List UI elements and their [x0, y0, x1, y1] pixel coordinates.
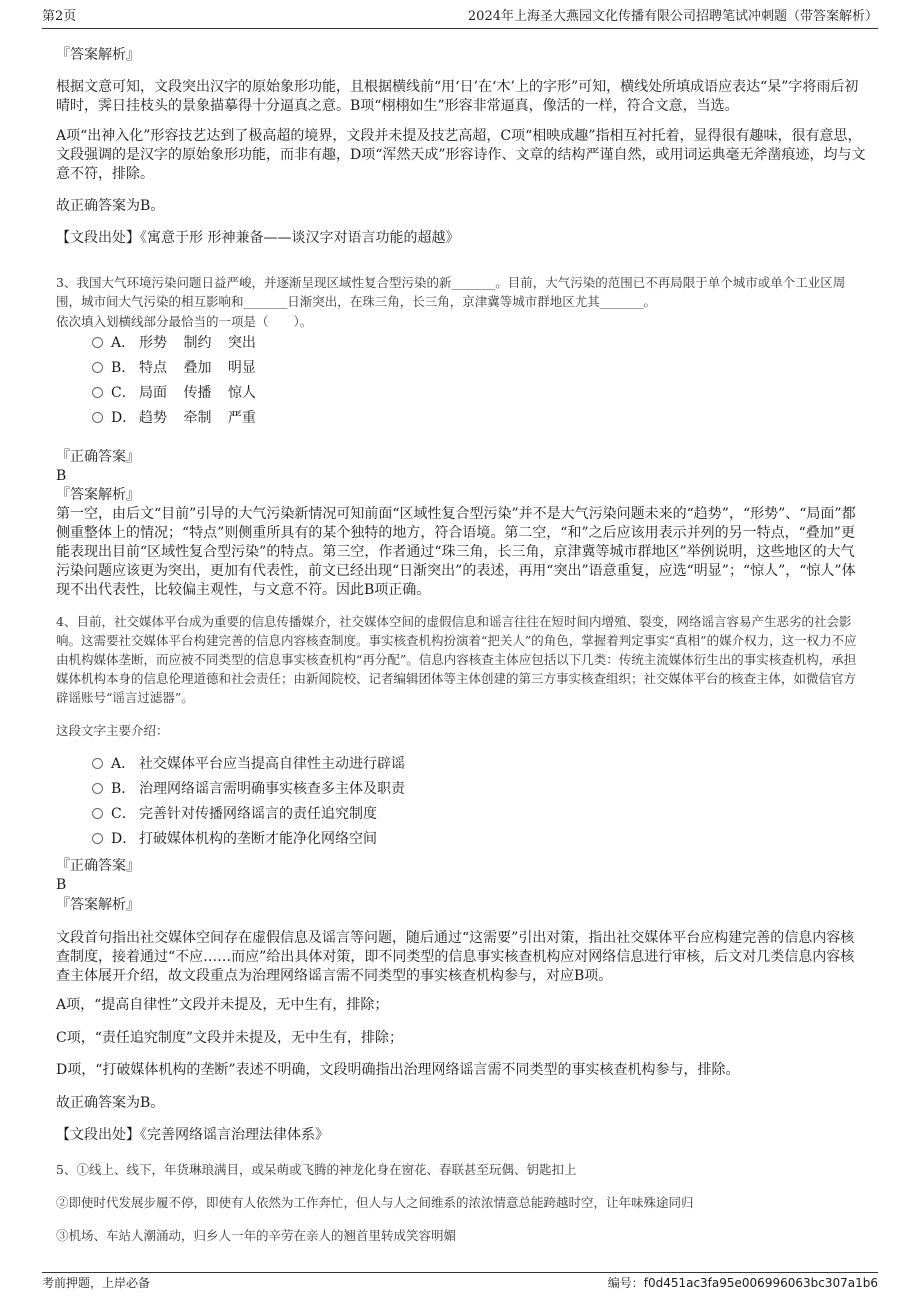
q4-stem: 4、目前，社交媒体平台成为重要的信息传播媒介，社交媒体空间的虚假信息和谣言往往在短时间内增殖、裂变，网络谣言容易产生恶劣的社会影响。这需要社交媒体平台构建完善的信息内容核查制度。事实核查机构扮演着“把关人”的角色，掌握着判定事实“真相”的媒介权力，这一权力不应由机构媒体垄断，而应被不同类型的信息事实核查机构“再分配”。信息内容核查主体应包括以下几类：传统主流媒体衍生出的事实核查机构，承担媒体机构本身的信息伦理道德和社会责任；由新闻院校、记者编辑团体等主体创建的第三方事实核查组织；社交媒体平台的核查主体，如微信官方辟谣账号“谣言过滤器”。 — [56, 614, 857, 705]
q3-prompt: 依次填入划横线部分最恰当的一项是（ ）。 — [56, 314, 313, 329]
q3-answer: B — [56, 468, 67, 484]
radio-icon[interactable] — [92, 783, 103, 794]
q4-analysis-label: 『答案解析』 — [56, 897, 140, 913]
q4-source — [56, 1126, 329, 1145]
q5-sentence-2: ②即使时代发展步履不停，即使有人依然为工作奔忙，但人与人之间维系的浓浓情意总能跨越时空，让年味殊途同归 — [56, 1195, 694, 1210]
q4-option-b[interactable]: B． 治理网络谣言需明确事实核查多主体及职责 — [92, 779, 405, 799]
q3-option-c[interactable]: C． 局面 传播 惊人 — [92, 383, 256, 403]
page-footer — [42, 1272, 878, 1293]
q4-option-c[interactable]: C． 完善针对传播网络谣言的责任追究制度 — [92, 804, 377, 824]
q2-source — [56, 229, 459, 248]
q3-option-d[interactable]: D． 趋势 牵制 严重 — [92, 408, 256, 428]
radio-icon[interactable] — [92, 337, 103, 348]
page-header — [42, 6, 878, 29]
radio-icon[interactable] — [92, 808, 103, 819]
q3-option-b[interactable]: B． 特点 叠加 明显 — [92, 358, 256, 378]
q3-analysis-label: 『答案解析』 — [56, 487, 140, 503]
page-number: 第2页 — [42, 9, 77, 24]
q4-prompt: 这段文字主要介绍： — [56, 723, 169, 738]
radio-icon[interactable] — [92, 387, 103, 398]
q4-analysis-paragraph-1: 文段首句指出社交媒体空间存在虚假信息及谣言等问题，随后通过“这需要”引出对策，指出社交媒体平台应构建完善的信息内容核查制度，接着通过“不应……而应”给出具体对策，即不同类型的信息事实核查机构应对网络信息进行审核，后文对几类信息内容核查主体展开介绍，故文段重点为治理网络谣言需不同类型的事实核查机构参与，对应B项。 — [56, 930, 855, 984]
radio-icon[interactable] — [92, 362, 103, 373]
q3-option-a[interactable]: A． 形势 制约 突出 — [92, 333, 256, 353]
q2-conclusion: 故正确答案为B。 — [56, 198, 165, 214]
q4-answer: B — [56, 877, 67, 893]
q2-analysis-label: 『答案解析』 — [56, 47, 140, 63]
q4-analysis-option-a: A项，“提高自律性”文段并未提及，无中生有，排除； — [56, 997, 389, 1013]
q4-option-a[interactable]: A． 社交媒体平台应当提高自律性主动进行辟谣 — [92, 754, 405, 774]
q4-source-title: 《完善网络谣言治理法律体系》 — [140, 1127, 329, 1143]
q4-answer-label: 『正确答案』 — [56, 858, 140, 874]
document-title: 2024年上海圣大燕园文化传播有限公司招聘笔试冲刺题（带答案解析） — [467, 9, 878, 24]
document-id: 编号：f0d451ac3fa95e006996063bc307a1b6 — [607, 1276, 878, 1290]
q2-source-title: 《寓意于形 形神兼备——谈汉字对语言功能的超越》 — [140, 230, 460, 246]
q4-analysis-option-d: D项，“打破媒体机构的垄断”表述不明确，文段明确指出治理网络谣言需不同类型的事实核查机构参与，排除。 — [56, 1062, 740, 1078]
radio-icon[interactable] — [92, 758, 103, 769]
q2-source-label: 【文段出处】 — [56, 230, 140, 246]
q4-option-d[interactable]: D． 打破媒体机构的垄断才能净化网络空间 — [92, 829, 377, 849]
q3-answer-label: 『正确答案』 — [56, 449, 140, 465]
q2-analysis-paragraph-2: A项“出神入化”形容技艺达到了极高超的境界，文段并未提及技艺高超，C项“相映成趣”指相互衬托着，显得很有趣味，很有意思，文段强调的是汉字的原始象形功能，而非有趣，D项“浑然天成”形容诗作、文章的结构严谨自然，或用词运典毫无斧凿痕迹，均与文意不符，排除。 — [56, 128, 866, 182]
radio-icon[interactable] — [92, 412, 103, 423]
q2-analysis-paragraph-1: 根据文意可知，文段突出汉字的原始象形功能，且根据横线前“用‘日’在‘木’上的字形”可知，横线处所填成语应表达“杲”字将雨后初晴时，霁日挂枝头的景象描摹得十分逼真之意。B项“栩栩如生”形容非常逼真，像活的一样，符合文意，当选。 — [56, 79, 859, 114]
q4-conclusion: 故正确答案为B。 — [56, 1095, 165, 1111]
q5-sentence-1: 5、①线上、线下，年货琳琅满目，或呆萌或飞腾的神龙化身在窗花、春联甚至玩偶、钥匙扣上 — [56, 1162, 577, 1177]
footer-slogan: 考前押题，上岸必备 — [42, 1276, 151, 1290]
q4-source-label: 【文段出处】 — [56, 1127, 140, 1143]
q5-sentence-3: ③机场、车站人潮涌动，归乡人一年的辛劳在亲人的翘首里转成笑容明媚 — [56, 1228, 457, 1243]
q3-stem: 3、我国大气环境污染问题日益严峻，并逐渐呈现区域性复合型污染的新_______。目前，大气污染的范围已不再局限于单个城市或单个工业区周围，城市间大气污染的相互影响和_______日渐突出，在珠三角，长三角，京津冀等城市群地区尤其_______。 — [56, 275, 846, 309]
radio-icon[interactable] — [92, 833, 103, 844]
q3-analysis: 第一空，由后文“目前”引导的大气污染新情况可知前面“区域性复合型污染”并不是大气污染问题未来的“趋势”，“形势”、“局面”都侧重整体上的情况；“特点”则侧重所具有的某个独特的地方，符合语境。第二空，“和”之后应该用表示并列的另一特点，“叠加”更能表现出目前“区域性复合型污染”的特点。第三空，作者通过“珠三角，长三角，京津冀等城市群地区”举例说明，这些地区的大气污染问题应该更为突出，更加有代表性，前文已经出现“日渐突出”的表述，再用“突出”语意重复，应选“明显”；“惊人”，“惊人”体现不出代表性，比较偏主观性，与文意不符。因此B项正确。 — [56, 506, 856, 598]
q4-analysis-option-c: C项，“责任追究制度”文段并未提及，无中生有，排除； — [56, 1030, 404, 1046]
